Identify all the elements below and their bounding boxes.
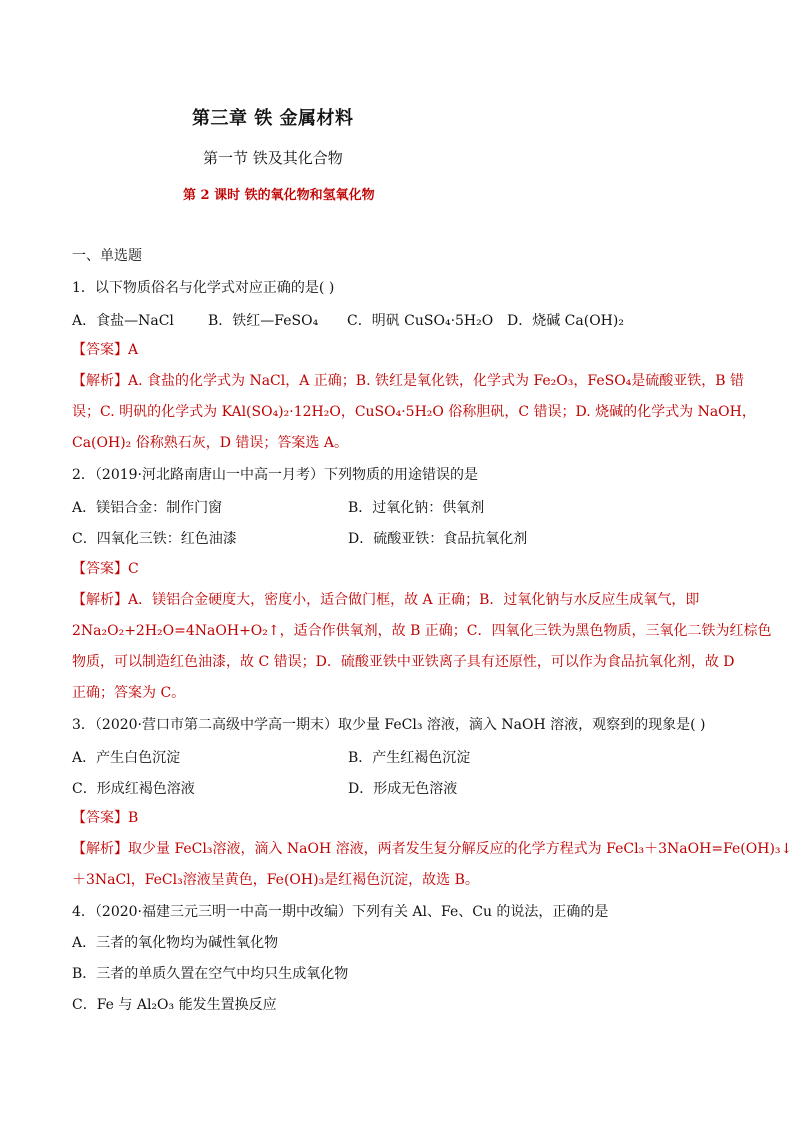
part-title: 一、单选题	[72, 248, 142, 264]
question-3-analysis-line-1: 【解析】取少量 FeCl₃溶液，滴入 NaOH 溶液，两者发生复分解反应的化学方程式为 FeCl₃＋3NaOH=Fe(OH)₃↓	[72, 841, 793, 857]
question-1-option-d: D．烧碱 Ca(OH)₂	[507, 313, 624, 329]
question-1-analysis-line-3: Ca(OH)₂ 俗称熟石灰，D 错误；答案选 A。	[72, 435, 348, 451]
question-2-answer: 【答案】C	[72, 561, 139, 577]
lesson-title: 第 2 课时 铁的氧化物和氢氧化物	[183, 188, 375, 203]
question-2-analysis-line-3: 物质，可以制造红色油漆，故 C 错误；D．硫酸亚铁中亚铁离子具有还原性，可以作为食品抗氧化剂，故 D	[72, 654, 735, 670]
question-4-stem: 4．（2020·福建三元三明一中高一期中改编）下列有关 Al、Fe、Cu 的说法，正确的是	[72, 904, 609, 920]
question-1-option-c: C．明矾 CuSO₄·5H₂O	[347, 313, 494, 329]
question-3-option-a: A．产生白色沉淀	[72, 750, 181, 766]
question-3-option-d: D．形成无色溶液	[348, 781, 458, 797]
question-2-option-c: C．四氧化三铁：红色油漆	[72, 531, 237, 547]
chapter-title: 第三章 铁 金属材料	[192, 108, 354, 129]
question-1-analysis-line-2: 误；C. 明矾的化学式为 KAl(SO₄)₂·12H₂O，CuSO₄·5H₂O 俗称胆矾，C 错误；D. 烧碱的化学式为 NaOH，	[72, 404, 756, 420]
question-2-stem: 2．（2019·河北路南唐山一中高一月考）下列物质的用途错误的是	[72, 467, 478, 483]
question-3-option-b: B．产生红褐色沉淀	[348, 750, 471, 766]
question-2-analysis-line-4: 正确；答案为 C。	[72, 685, 186, 701]
section-title: 第一节 铁及其化合物	[203, 149, 343, 167]
question-2-analysis-line-2: 2Na₂O₂+2H₂O=4NaOH+O₂↑，适合作供氧剂，故 B 正确；C．四氧化三铁为黑色物质，三氧化二铁为红棕色	[72, 623, 772, 639]
question-4-option-b: B．三者的单质久置在空气中均只生成氧化物	[72, 966, 349, 982]
question-2-option-d: D．硫酸亚铁：食品抗氧化剂	[348, 531, 528, 547]
question-3-analysis-line-2: ＋3NaCl，FeCl₃溶液呈黄色，Fe(OH)₃是红褐色沉淀，故选 B。	[72, 872, 479, 888]
question-3-stem: 3．（2020·营口市第二高级中学高一期末）取少量 FeCl₃ 溶液，滴入 NaOH 溶液，观察到的现象是( )	[72, 717, 706, 733]
question-1-answer: 【答案】A	[72, 342, 139, 358]
question-2-option-b: B．过氧化钠：供氧剂	[348, 500, 485, 516]
question-4-option-a: A．三者的氧化物均为碱性氧化物	[72, 935, 279, 951]
question-2-analysis-line-1: 【解析】A．镁铝合金硬度大，密度小，适合做门框，故 A 正确；B．过氧化钠与水反应生成氧气，即	[72, 592, 700, 608]
question-2-option-a: A．镁铝合金：制作门窗	[72, 500, 223, 516]
question-1-option-a: A．食盐—NaCl	[72, 313, 174, 329]
question-3-option-c: C．形成红褐色溶液	[72, 781, 195, 797]
question-1-option-b: B．铁红—FeSO₄	[208, 313, 319, 329]
question-4-option-c: C．Fe 与 Al₂O₃ 能发生置换反应	[72, 997, 277, 1013]
question-3-answer: 【答案】B	[72, 810, 139, 826]
question-1-analysis-line-1: 【解析】A. 食盐的化学式为 NaCl，A 正确；B. 铁红是氧化铁，化学式为 Fe₂O₃，FeSO₄是硫酸亚铁，B 错	[72, 373, 745, 389]
question-1-stem: 1．以下物质俗名与化学式对应正确的是( )	[72, 280, 335, 296]
